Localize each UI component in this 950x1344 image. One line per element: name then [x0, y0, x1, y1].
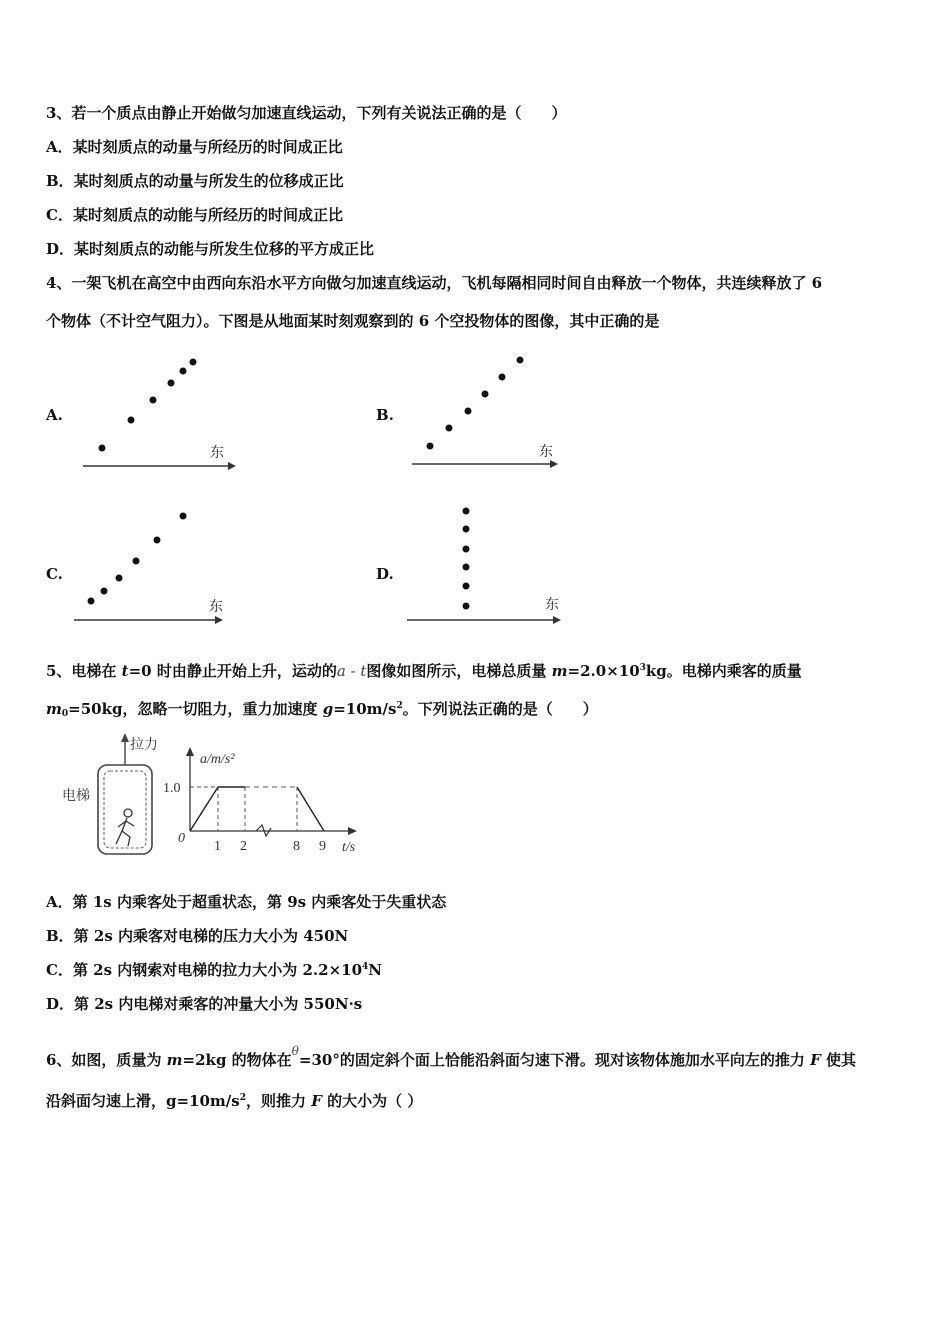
y-axis-label: a/m/s² — [200, 752, 235, 767]
q5-var-m: m — [551, 662, 568, 680]
dropped-object-dot — [99, 445, 106, 452]
east-label: 东 — [539, 444, 553, 460]
dropped-object-dot — [463, 546, 470, 553]
q5-a-t-symbol: a - t — [336, 662, 367, 680]
dropped-object-dot — [180, 368, 187, 375]
dropped-object-dot — [180, 513, 187, 520]
q5-text: kg。电梯内乘客的质量 — [645, 662, 802, 680]
q5-text: 5、电梯在 — [46, 662, 122, 680]
dropped-object-dot — [517, 357, 524, 364]
q4-stem-line1: 4、一架飞机在高空中由西向东沿水平方向做匀加速直线运动，飞机每隔相同时间自由释放一个物体，共连续释放了 6 — [46, 274, 823, 292]
dropped-object-dot — [154, 537, 161, 544]
q3-option-d: D．某时刻质点的动能与所发生位移的平方成正比 — [46, 240, 375, 258]
q4-figure-label-b: B. — [376, 406, 394, 424]
east-label: 东 — [545, 597, 559, 613]
q5-stem-line2 — [46, 699, 598, 719]
q5-text: 。下列说法正确的是（ ） — [402, 700, 598, 718]
q5-var-t: t — [121, 662, 129, 680]
origin-label: 0 — [178, 831, 185, 846]
q6-text: 的大小为（ ） — [321, 1092, 423, 1110]
q5-text: =0 时由静止开始上升，运动的 — [128, 662, 337, 680]
q6-stem-line2 — [46, 1091, 422, 1111]
q6-text: 沿斜面匀速上滑，g=10m/s — [46, 1092, 240, 1110]
q4-figure-a — [80, 350, 240, 475]
q5-figure — [60, 732, 370, 862]
q5-text: =10m/s — [333, 700, 397, 718]
x-axis-label: t/s — [342, 840, 356, 855]
q4-figure-d — [405, 505, 570, 630]
dropped-object-dot — [150, 397, 157, 404]
q6-var-m: m — [166, 1051, 183, 1069]
q5-exponent: 2 — [396, 701, 403, 711]
east-label: 东 — [210, 445, 224, 461]
east-label: 东 — [209, 599, 223, 615]
elevator-diagram — [62, 733, 158, 854]
q6-var-f: F — [311, 1092, 322, 1110]
q6-exponent: 2 — [239, 1093, 246, 1103]
q4-figure-b — [410, 350, 570, 475]
dropped-object-dot — [101, 588, 108, 595]
q6-var-f: F — [810, 1051, 821, 1069]
q6-stem-line1 — [46, 1041, 856, 1070]
q6-theta-symbol: θ — [291, 1044, 299, 1058]
q3-option-b: B．某时刻质点的动量与所发生的位移成正比 — [46, 172, 344, 190]
dropped-object-dot — [463, 508, 470, 515]
dropped-object-dot — [116, 575, 123, 582]
dropped-object-dot — [190, 359, 197, 366]
q5-option-b: B．第 2s 内乘客对电梯的压力大小为 450N — [46, 927, 349, 945]
q5-subscript: 0 — [61, 709, 69, 719]
y-tick-label: 1.0 — [163, 781, 181, 796]
q5-exponent: 4 — [362, 962, 369, 972]
q5-var-g: g — [322, 700, 334, 718]
x-tick-8: 8 — [293, 839, 300, 854]
q5-text: 图像如图所示，电梯总质量 — [366, 662, 552, 680]
dropped-object-dot — [499, 374, 506, 381]
q5-stem-line1 — [46, 661, 802, 681]
q3-option-c: C．某时刻质点的动能与所经历的时间成正比 — [46, 206, 343, 224]
q6-text: ，则推力 — [246, 1092, 312, 1110]
q5-var-m0: m — [46, 700, 62, 718]
q4-stem-line2: 个物体（不计空气阻力）。下图是从地面某时刻观察到的 6 个空投物体的图像，其中正确的是 — [46, 312, 660, 330]
dropped-object-dot — [465, 408, 472, 415]
q5-text: =50kg，忽略一切阻力，重力加速度 — [68, 700, 323, 718]
q3-stem: 3、若一个质点由静止开始做匀加速直线运动，下列有关说法正确的是（ ） — [46, 104, 567, 122]
q4-figure-label-c: C. — [46, 565, 63, 583]
q5-option-d: D．第 2s 内电梯对乘客的冲量大小为 550N·s — [46, 995, 363, 1013]
q4-figure-label-a: A. — [46, 406, 63, 424]
dropped-object-dot — [427, 443, 434, 450]
q5-exponent: 3 — [639, 663, 646, 673]
dropped-object-dot — [463, 564, 470, 571]
dropped-object-dot — [463, 603, 470, 610]
dropped-object-dot — [168, 380, 175, 387]
x-tick-9: 9 — [319, 839, 326, 854]
a-t-graph — [163, 747, 357, 855]
q5-option-c-unit: N — [368, 961, 383, 979]
q5-option-c-text: C．第 2s 内钢索对电梯的拉力大小为 2.2×10 — [46, 961, 363, 979]
q5-option-c — [46, 960, 382, 980]
dropped-object-dot — [463, 583, 470, 590]
q6-text: 使其 — [820, 1051, 856, 1069]
dropped-object-dot — [482, 391, 489, 398]
dropped-object-dot — [133, 558, 140, 565]
x-tick-1: 1 — [214, 839, 221, 854]
force-label: 拉力 — [130, 738, 158, 753]
q3-option-a: A．某时刻质点的动量与所经历的时间成正比 — [46, 138, 343, 156]
q5-text: =2.0×10 — [567, 662, 640, 680]
x-tick-2: 2 — [240, 839, 247, 854]
q4-figure-label-d: D. — [376, 565, 394, 583]
dropped-object-dot — [463, 526, 470, 533]
q6-text: =2kg 的物体在 — [182, 1051, 292, 1069]
q5-option-a: A．第 1s 内乘客处于超重状态，第 9s 内乘客处于失重状态 — [46, 893, 447, 911]
q4-figure-c — [72, 508, 232, 633]
dropped-object-dot — [88, 598, 95, 605]
elevator-label: 电梯 — [62, 789, 90, 804]
q6-text: =30°的固定斜个面上恰能沿斜面匀速下滑。现对该物体施加水平向左的推力 — [298, 1051, 811, 1069]
passenger-icon — [116, 809, 134, 846]
dropped-object-dot — [446, 425, 453, 432]
q6-text: 6、如图，质量为 — [46, 1051, 167, 1069]
dropped-object-dot — [128, 417, 135, 424]
